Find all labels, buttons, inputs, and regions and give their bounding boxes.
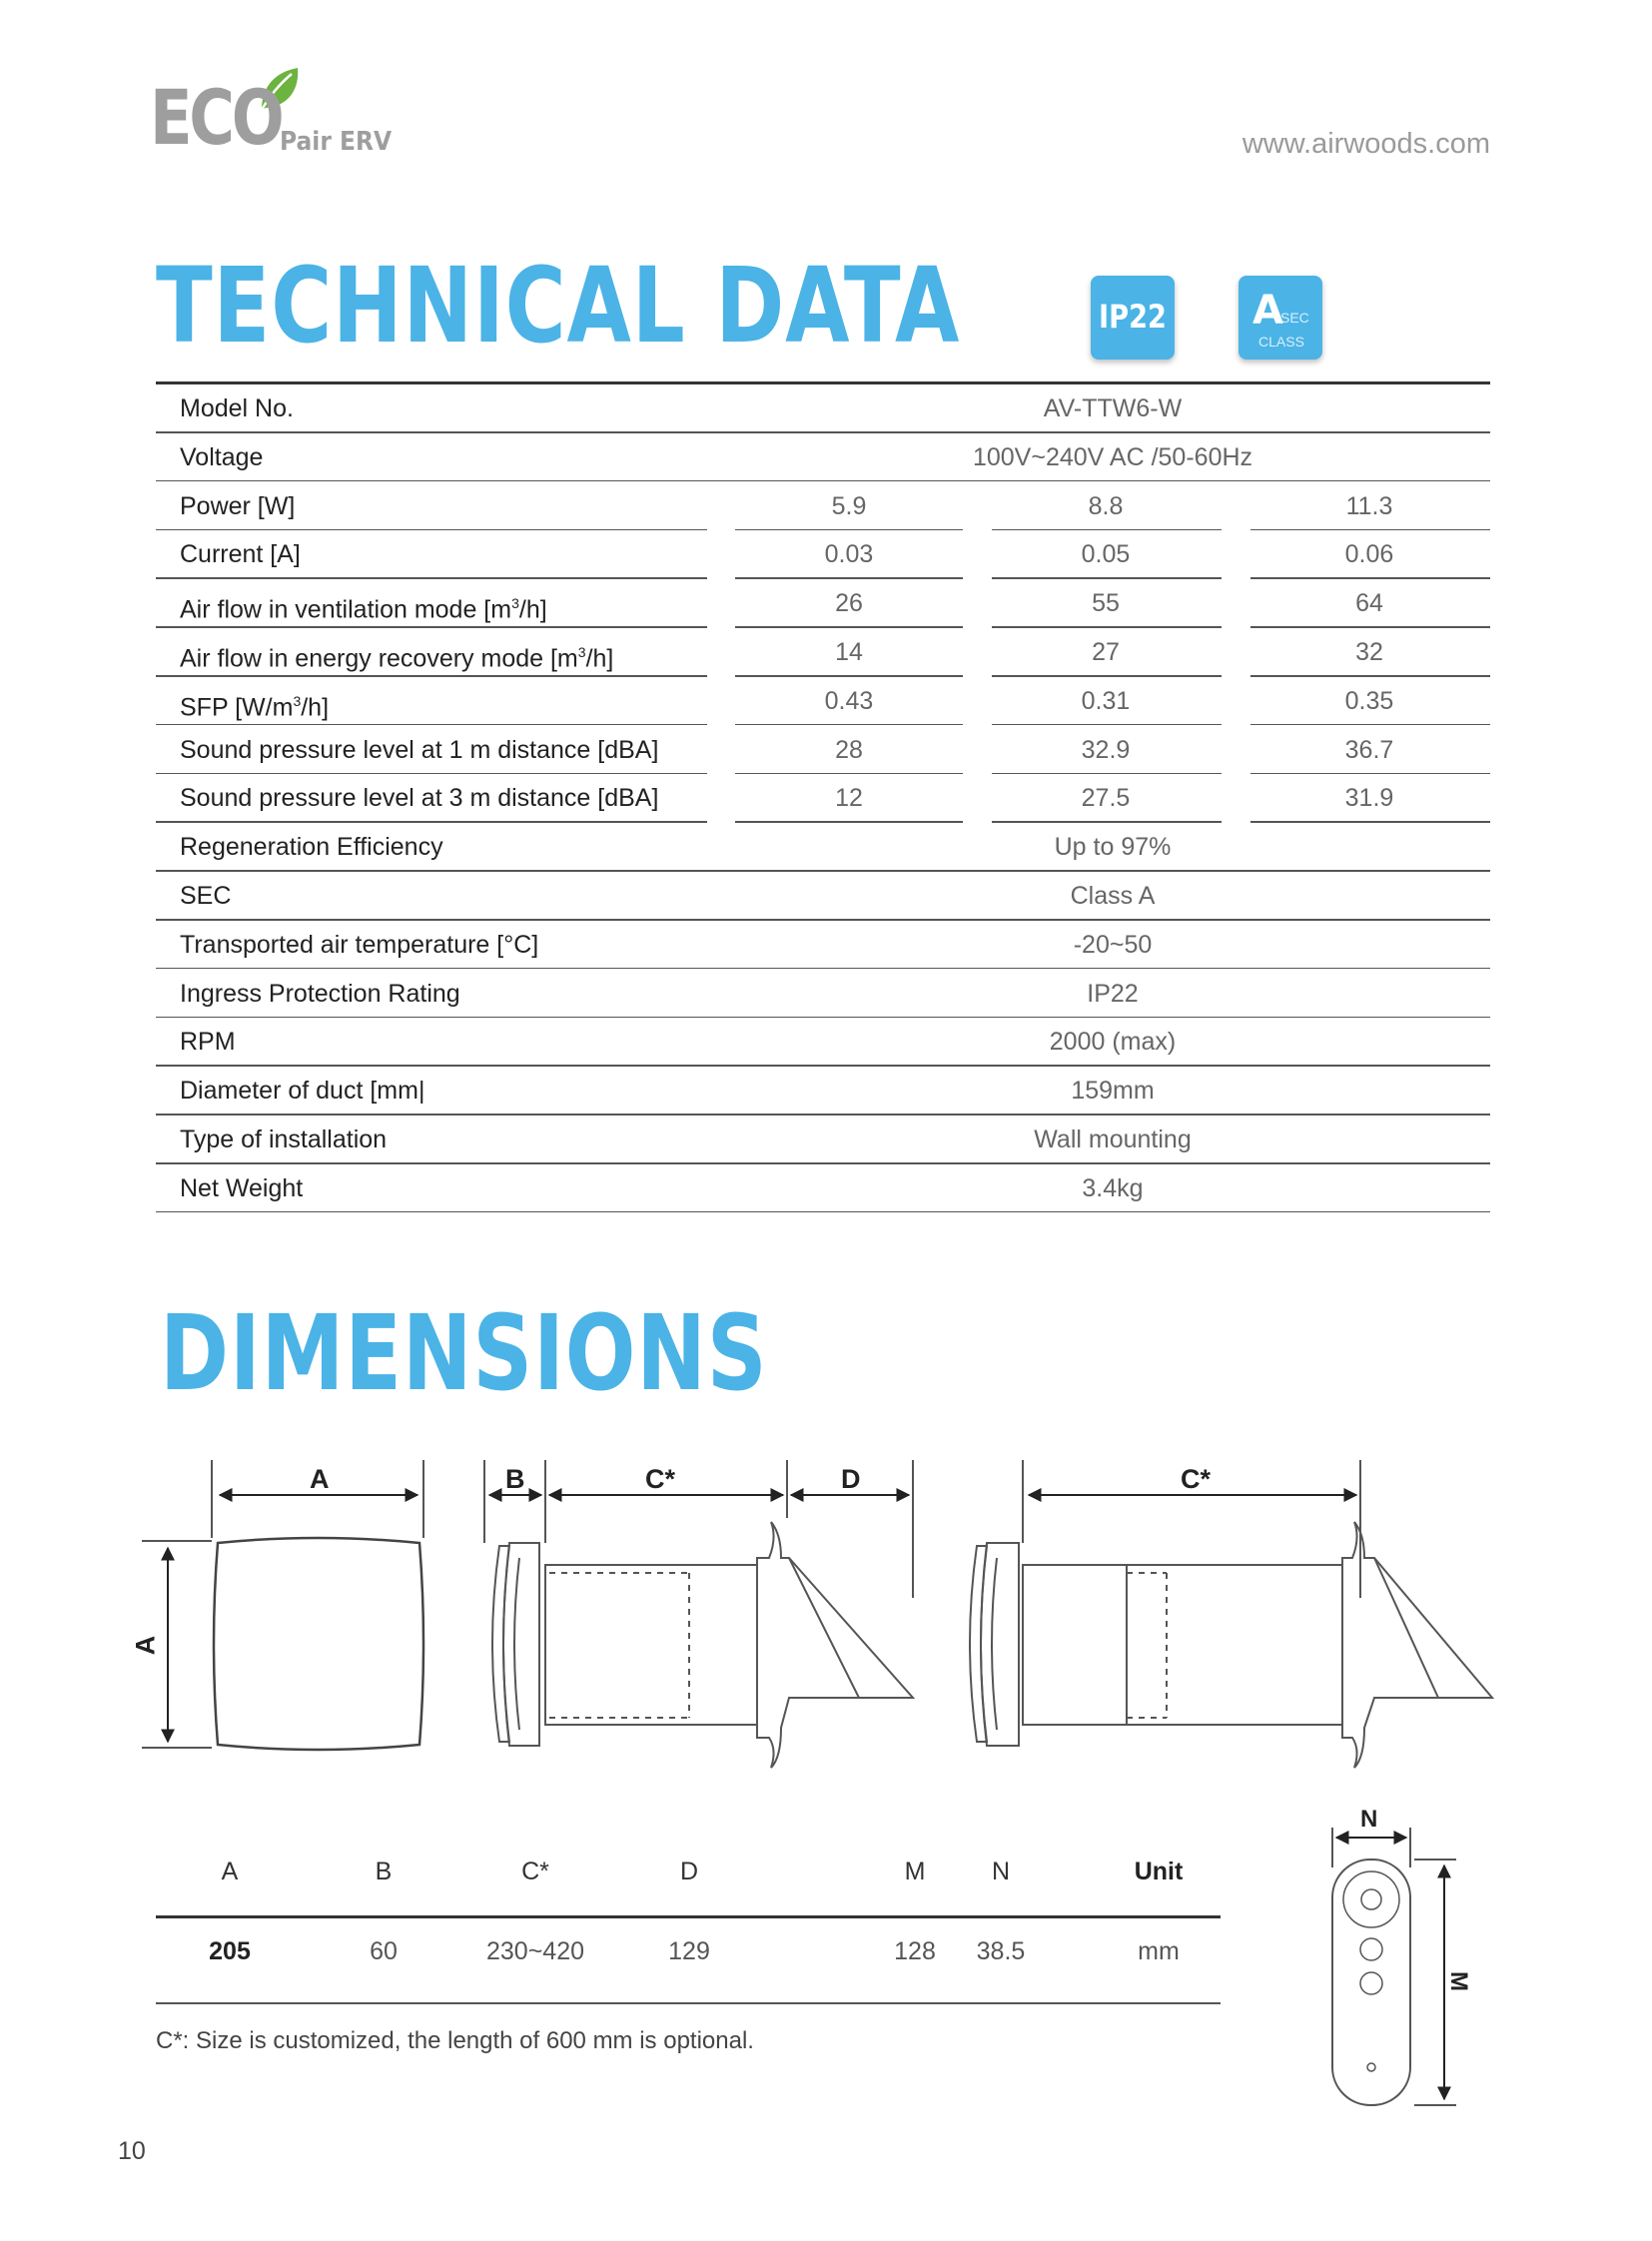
row-label-superscript: 3 bbox=[577, 644, 586, 660]
row-label: Model No. bbox=[180, 394, 294, 422]
row-value: 2000 (max) bbox=[1049, 1028, 1177, 1057]
side-view-extended-drawing bbox=[970, 1460, 1492, 1768]
dim-value-b: 60 bbox=[370, 1937, 398, 1965]
row-label-unit: /h] bbox=[585, 644, 614, 673]
ip22-badge-text: IP22 bbox=[1099, 298, 1167, 336]
sec-class-badge bbox=[1239, 276, 1322, 360]
row-value-speed-1: 0.43 bbox=[824, 686, 874, 715]
sec-label: SEC bbox=[1280, 310, 1309, 326]
table-row bbox=[156, 628, 1490, 677]
sec-class-letter: A bbox=[1252, 288, 1283, 334]
dim-value-a: 205 bbox=[209, 1937, 251, 1965]
dim-header-d: D bbox=[679, 1858, 699, 1885]
table-row bbox=[156, 579, 1490, 628]
table-row bbox=[156, 1067, 1490, 1116]
row-value: 159mm bbox=[1071, 1077, 1155, 1106]
dim-label-a-width: A bbox=[310, 1464, 330, 1494]
dim-header-b: B bbox=[375, 1858, 393, 1885]
dim-header-m: M bbox=[904, 1858, 926, 1885]
row-value-speed-1: 0.03 bbox=[824, 540, 874, 569]
row-label: SEC bbox=[180, 882, 232, 910]
row-value: AV-TTW6-W bbox=[1043, 394, 1183, 422]
dim-label-c: C* bbox=[645, 1464, 676, 1494]
row-value: Up to 97% bbox=[1054, 833, 1172, 862]
table-row bbox=[156, 384, 1490, 433]
row-value-speed-1: 5.9 bbox=[831, 491, 867, 520]
dim-label-b: B bbox=[505, 1464, 525, 1494]
row-label-unit: /h] bbox=[518, 595, 547, 624]
logo-product-name: Pair ERV bbox=[280, 127, 393, 157]
dim-header-a: A bbox=[221, 1858, 239, 1885]
row-value-speed-2: 27.5 bbox=[1081, 784, 1131, 813]
row-value-speed-2: 0.31 bbox=[1081, 686, 1131, 715]
row-label-unit: /h] bbox=[301, 693, 330, 722]
row-value: Wall mounting bbox=[1034, 1125, 1192, 1153]
row-value-speed-3: 31.9 bbox=[1344, 784, 1394, 813]
dimension-drawings bbox=[0, 1438, 1652, 2117]
page-number: 10 bbox=[118, 2137, 146, 2165]
table-row bbox=[156, 726, 1490, 775]
row-label: Ingress Protection Rating bbox=[180, 979, 460, 1008]
row-label: Transported air temperature [°C] bbox=[180, 930, 539, 959]
row-value-speed-3: 64 bbox=[1355, 589, 1383, 618]
row-value: -20~50 bbox=[1073, 930, 1153, 959]
dim-table-bottom-rule bbox=[156, 2002, 1221, 2004]
website-link[interactable]: www.airwoods.com bbox=[1241, 128, 1490, 160]
table-row bbox=[156, 872, 1490, 921]
row-label: Diameter of duct [mm| bbox=[180, 1077, 425, 1106]
remote-control-drawing bbox=[1332, 1828, 1456, 2105]
row-label-text: Air flow in energy recovery mode [m bbox=[180, 644, 578, 673]
row-label-text: SFP [W/m bbox=[180, 693, 294, 722]
dimensions-footnote: C*: Size is customized, the length of 600 mm is optional. bbox=[156, 2027, 754, 2054]
ip22-badge bbox=[1091, 276, 1175, 360]
row-label: Current [A] bbox=[180, 540, 301, 569]
table-row bbox=[156, 970, 1490, 1019]
row-value: IP22 bbox=[1087, 979, 1139, 1008]
row-label-superscript: 3 bbox=[511, 595, 519, 612]
class-label: CLASS bbox=[1258, 334, 1304, 350]
dim-label-d: D bbox=[841, 1464, 861, 1494]
row-label: Voltage bbox=[180, 442, 264, 471]
dim-header-n: N bbox=[991, 1858, 1011, 1885]
dim-value-unit: mm bbox=[1138, 1937, 1180, 1965]
row-label: RPM bbox=[180, 1028, 236, 1057]
dim-label-a-height: A bbox=[130, 1635, 161, 1656]
table-row bbox=[156, 482, 1490, 531]
table-row bbox=[156, 1018, 1490, 1067]
table-row bbox=[156, 530, 1490, 579]
technical-data-title: TECHNICAL DATA bbox=[156, 245, 961, 367]
row-value: 100V~240V AC /50-60Hz bbox=[972, 442, 1253, 471]
logo-eco: ECO bbox=[150, 73, 282, 162]
row-value-speed-2: 55 bbox=[1092, 589, 1120, 618]
table-row bbox=[156, 774, 1490, 823]
row-value-speed-1: 12 bbox=[835, 784, 863, 813]
row-label: Regeneration Efficiency bbox=[180, 833, 443, 862]
row-value-speed-2: 8.8 bbox=[1088, 491, 1124, 520]
front-view-drawing bbox=[142, 1460, 423, 1750]
row-label: Net Weight bbox=[180, 1173, 304, 1202]
side-view-drawing bbox=[484, 1460, 913, 1768]
table-row bbox=[156, 677, 1490, 726]
table-row bbox=[156, 921, 1490, 970]
row-label-text: Air flow in ventilation mode [m bbox=[180, 595, 512, 624]
row-value-speed-2: 32.9 bbox=[1081, 735, 1131, 764]
row-value-speed-1: 26 bbox=[835, 589, 863, 618]
row-label-superscript: 3 bbox=[293, 692, 302, 709]
dim-table-rule bbox=[156, 1915, 1221, 1918]
dim-value-n: 38.5 bbox=[976, 1937, 1026, 1965]
row-value-speed-3: 11.3 bbox=[1345, 491, 1393, 520]
row-value: Class A bbox=[1070, 882, 1156, 910]
row-value-speed-3: 0.35 bbox=[1344, 686, 1394, 715]
row-label: Sound pressure level at 3 m distance [dBA] bbox=[180, 784, 659, 813]
dim-label-c-extended: C* bbox=[1181, 1464, 1212, 1494]
table-row bbox=[156, 433, 1490, 482]
dim-label-n: N bbox=[1360, 1806, 1378, 1833]
row-label: Sound pressure level at 1 m distance [dBA] bbox=[180, 735, 659, 764]
dimensions-title: DIMENSIONS bbox=[160, 1292, 768, 1414]
row-value-speed-3: 0.06 bbox=[1344, 540, 1394, 569]
dim-value-m: 128 bbox=[894, 1937, 936, 1965]
dim-header-c: C* bbox=[521, 1858, 549, 1885]
row-rule bbox=[156, 1211, 1490, 1213]
table-row bbox=[156, 1116, 1490, 1164]
table-row bbox=[156, 1164, 1490, 1213]
dim-value-c: 230~420 bbox=[485, 1937, 585, 1965]
dim-label-m: M bbox=[1445, 1971, 1472, 1991]
row-value-speed-1: 28 bbox=[835, 735, 863, 764]
table-row bbox=[156, 823, 1490, 872]
row-label: Power [W] bbox=[180, 491, 296, 520]
row-value-speed-3: 32 bbox=[1355, 638, 1383, 666]
row-value: 3.4kg bbox=[1082, 1173, 1144, 1202]
row-value-speed-2: 0.05 bbox=[1081, 540, 1131, 569]
dim-value-d: 129 bbox=[668, 1937, 710, 1965]
row-value-speed-1: 14 bbox=[835, 638, 863, 666]
row-label: Type of installation bbox=[180, 1125, 388, 1153]
row-value-speed-3: 36.7 bbox=[1344, 735, 1394, 764]
dim-header-unit: Unit bbox=[1134, 1858, 1184, 1885]
row-value-speed-2: 27 bbox=[1092, 638, 1120, 666]
